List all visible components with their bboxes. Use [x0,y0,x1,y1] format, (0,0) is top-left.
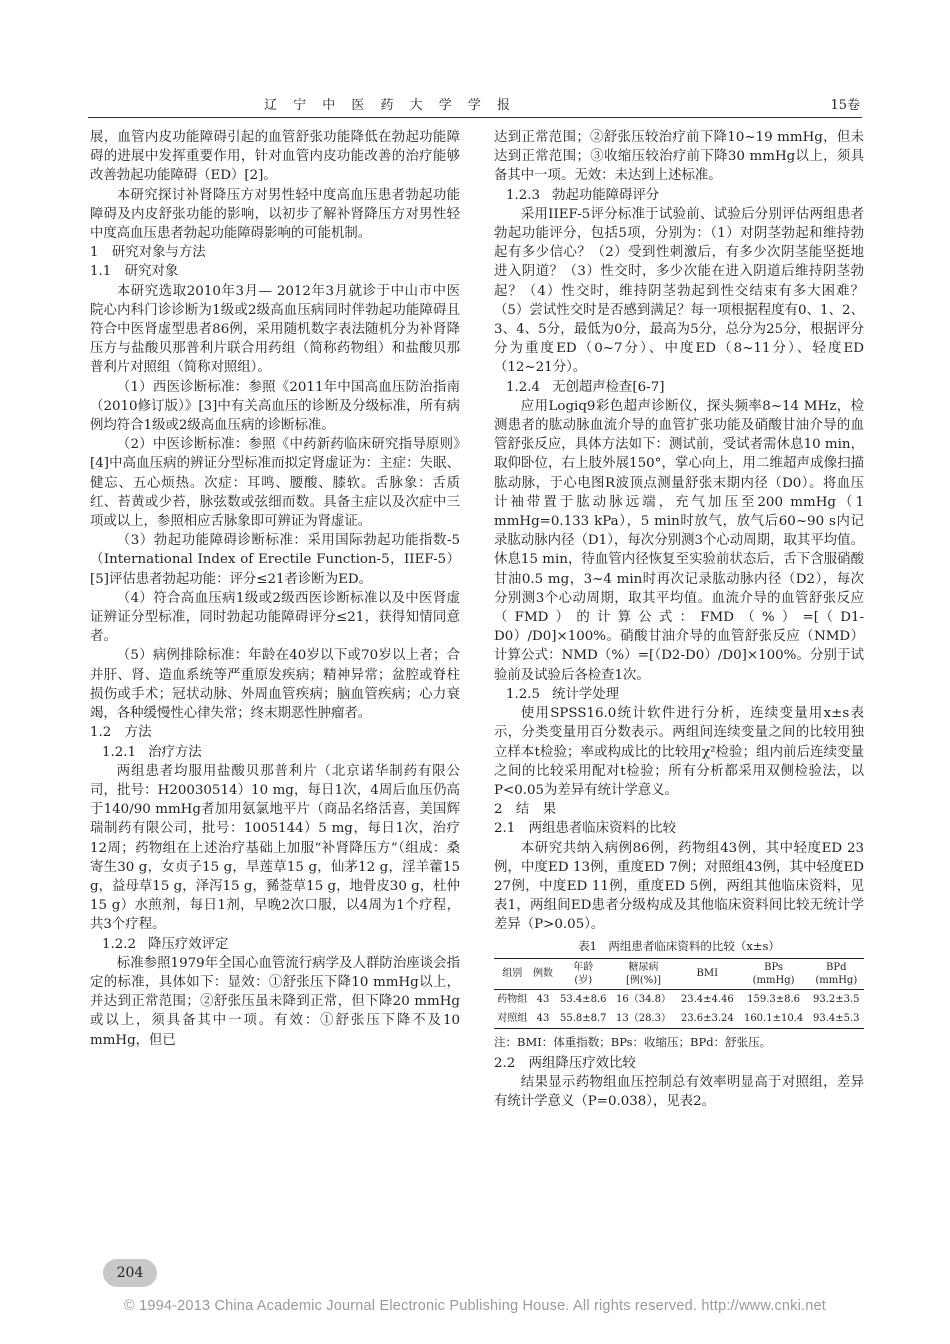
text: 1.2.1 [102,744,137,760]
body-paragraph [494,704,864,800]
heading-title: 无创超声检查[6-7] [552,379,665,395]
body-paragraph [494,397,864,685]
body-paragraph [494,1073,864,1111]
body-paragraph [90,378,460,436]
text: 展，血管内皮功能障碍引起的血管舒张功能降低在勃起功能障碍的进展中发挥重要作用，针对血管内皮功能改善的治疗能够改善勃起功能障碍（ED）[2]。 [90,130,460,184]
text: 1.2 方法 [90,725,152,741]
table-cell: 93.4±5.3 [809,1009,864,1029]
page-number: 204 [103,1259,157,1287]
text: 两组患者均服用盐酸贝那普利片（北京诺华制药有限公司，批号：H20030514）10 mg，每日1次，4周后血压仍高于140/90 mmHg者加用氨氯地平片（商品名络活喜，美国辉瑞制药有限公司，批号：1005144）5 mg，每日1次，治疗12周；药物组在上述治疗基础上加服“补肾降压方”（组成：桑寄生30 g，女贞子15 g，旱莲草15 g，仙茅12 g，淫羊藿15 g，益母草15 g，泽泻15 g，豨莶草15 g，地骨皮30 g，杜仲15 g）水煎剂，每日1剂，早晚2次口服，以4周为1个疗程，共3个疗程。 [90,763,460,933]
body-paragraph [90,589,460,647]
table-cell: 药物组 [497,993,528,1005]
text: 2.1 两组患者临床资料的比较 [494,821,676,837]
body-paragraph [90,531,460,589]
body-paragraph [90,186,460,244]
body-paragraph [90,435,460,531]
text: 应用Logiq9彩色超声诊断仪，探头频率8~14 MHz，检测患者的肱动脉血流介导的血管扩张功能及硝酸甘油介导的血管舒张反应，具体方法如下：测试前，受试者需休息10 min，取仰卧位，右上肢外展150°，掌心向上，用二维超声成像扫描肱动脉，于心电图R波顶点测量舒张末期内径（D0）。将血压计袖带置于肱动脉远端，充气加压至200 mmHg（1 mmHg=0.133 kPa），5 min时放气，放气后60~90 s内记录肱动脉内径（D1），每次分别测3个心动周期，取其平均值。休息15 min，待血管内径恢复至实验前状态后，舌下含服硝酸甘油0.5 mg，3~4 min时再次记录肱动脉内径（D2），每次分别测3个心动周期，取其平均值。血流介导的血管舒张反应（FMD）的计算公式：FMD（%）=[（D1-D0）/D0]×100%。硝酸甘油介导的血管舒张反应（NMD）计算公式：NMD（%）=[（D2-D0）/D0]×100%。分别于试验前及试验后各检查1次。 [494,398,864,683]
heading-title: 降压疗效评定 [148,936,229,952]
heading-title: 治疗方法 [148,744,202,760]
text: （4）符合高血压病1级或2级西医诊断标准以及中医肾虚证辨证分型标准，同时勃起功能障碍评分≤21，获得知情同意者。 [90,590,460,645]
table-header-cell: 糖尿病 [例(%)] [611,958,676,989]
body-paragraph [90,954,460,1050]
journal-title: 辽 宁 中 医 药 大 学 学 报 [263,98,517,113]
subsection-heading [494,819,864,838]
table-row [494,1009,864,1029]
body-paragraph [90,282,460,378]
body-paragraph [90,128,460,186]
text: （1）西医诊断标准：参照《2011年中国高血压防治指南（2010修订版）》[3]中有关高血压的诊断及分级标准，所有病例均符合1级或2级高血压病的诊断标准。 [90,379,460,434]
body-paragraph [90,762,460,935]
text: 1 研究对象与方法 [90,245,206,261]
text: 本研究共纳入病例86例，药物组43例，其中轻度ED 23例，中度ED 13例，重度ED 7例；对照组43例，其中轻度ED 27例，中度ED 11例，重度ED 5例，两组其他临床资料，见表1，两组间ED患者分级构成及其他临床资料间比较无统计学差异（P>0.05）。 [494,840,864,933]
body-paragraph [494,839,864,935]
subsubsection-heading [494,378,864,397]
right-column [494,128,864,1112]
text: （3）勃起功能障碍诊断标准：采用国际勃起功能指数-5（International Index of Erectile Function-5，IIEF-5）[5]评估患者勃起功能：评分≤21者诊断为ED。 [90,533,460,587]
volume-label: 15卷 [830,98,860,113]
table-header-cell: BMI [676,958,739,989]
subsection-heading [90,723,460,742]
text: 2.2 两组降压疗效比较 [494,1055,636,1071]
text: 本研究探讨补肾降压方对男性轻中度高血压患者勃起功能障碍及内皮舒张功能的影响，以初步了解补肾降压方对男性轻中度高血压患者勃起功能障碍影响的可能机制。 [90,187,460,242]
text: 1.2.2 [102,936,137,952]
table-header-cell: BPs (mmHg) [739,958,809,989]
table-row [494,989,864,1009]
text: 本研究选取2010年3月— 2012年3月就诊于中山市中医院心内科门诊诊断为1级或2级高血压病同时伴勃起功能障碍且符合中医肾虚型患者86例，采用随机数字表法随机分为补肾降压方与盐酸贝那普利片联合用药组（简称药物组）和盐酸贝那普利片对照组（简称对照组）。 [90,283,460,376]
table-cell: 93.2±3.5 [812,993,860,1005]
table-header-cell: 组别 [494,958,531,989]
table-cell: 对照组 [494,1009,531,1029]
table-cell: 159.3±8.6 [747,993,801,1005]
body-paragraph [494,128,864,186]
subsection-heading [494,1054,864,1073]
table-1 [494,937,864,1052]
text: 达到正常范围；②舒张压较治疗前下降10~19 mmHg，但未达到正常范围；③收缩压较治疗前下降30 mmHg以上，须具备其中一项。无效：未达到上述标准。 [494,130,864,184]
table-cell: 16（34.8） [615,993,671,1005]
table-cell: 43 [536,993,550,1005]
section-heading [90,243,460,262]
body-paragraph [494,205,864,378]
table-cell: 23.4±4.46 [680,993,734,1005]
table-cell: 160.1±10.4 [739,1009,809,1029]
table-cell: 13（28.3） [611,1009,676,1029]
text: 标准参照1979年全国心血管流行病学及人群防治座谈会指定的标准，具体如下：显效：①舒张压下降10 mmHg以上，并达到正常范围；②舒张压虽未降到正常，但下降20 mmHg或以上，须具备其中一项。有效：①舒张压下降不及10 mmHg，但已 [90,955,460,1048]
text: 1.2.5 [506,686,541,702]
text: 1.1 研究对象 [90,264,179,280]
copyright-footer: © 1994-2013 China Academic Journal Electronic Publishing House. All rights reserved. http://www.cnki.net [123,1298,827,1314]
subsubsection-heading [90,743,460,762]
table-cell: 43 [531,1009,556,1029]
text: 结果显示药物组血压控制总有效率明显高于对照组，差异有统计学意义（P=0.038），见表2。 [494,1075,864,1110]
header-rule [88,117,862,118]
table-cell: 55.8±8.7 [556,1009,611,1029]
heading-title: 勃起功能障碍评分 [552,187,660,203]
table-header-cell: BPd (mmHg) [809,958,864,989]
table-cell: 23.6±3.24 [676,1009,739,1029]
text: 使用SPSS16.0统计软件进行分析，连续变量用x±s表示，分类变量用百分数表示。两组间连续变量之间的比较用独立样本t检验；率或构成比的比较用χ²检验；组内前后连续变量之间的比较采用配对t检验；所有分析都采用双侧检验法，以P<0.05为差异有统计学意义。 [494,706,864,798]
body-paragraph [90,646,460,723]
subsubsection-heading [90,935,460,954]
subsection-heading [90,262,460,281]
running-header [90,92,860,112]
heading-title: 统计学处理 [552,686,620,702]
text: （5）病例排除标准：年龄在40岁以下或70岁以上者；合并肝、肾、造血系统等严重原发疾病；精神异常；盆腔或脊柱损伤或手术；冠状动脉、外周血管疾病；脑血管疾病；心力衰竭，各种缓慢性心律失常；终末期恶性肿瘤者。 [90,648,460,722]
subsubsection-heading [494,186,864,205]
table-note: 注：BMI：体重指数；BPs：收缩压；BPd：舒张压。 [494,1034,772,1049]
subsubsection-heading [494,685,864,704]
text: 采用IIEF-5评分标准于试验前、试验后分别评估两组患者勃起功能评分，包括5项，分别为：（1）对阴茎勃起和维持勃起有多少信心？（2）受到性刺激后，有多少次阴茎能坚挺地进入阴道？（3）性交时，多少次能在进入阴道后维持阴茎勃起？（4）性交时，维持阴茎勃起到性交结束有多大困难？（5）尝试性交时是否感到满足？每一项根据程度有0、1、2、3、4、5分，最低为0分，最高为5分，总分为25分，根据评分分为重度ED（0~7分）、中度ED（8~11分）、轻度ED（12~21分）。 [494,206,864,376]
table-title: 表1 两组患者临床资料的比较（x±s） [578,938,780,953]
table-cell: 53.4±8.6 [560,993,607,1005]
text: （2）中医诊断标准：参照《中药新药临床研究指导原则》[4]中高血压病的辨证分型标准而拟定肾虚证为：主症：失眠、健忘、五心烦热。次症：耳鸣、腰酸、膝软。舌脉象：舌质红、苔黄或少苔，脉弦数或弦细而数。具备主症以及次症中三项或以上，参照相应舌脉象即可辨证为肾虚证。 [90,437,460,530]
text: 2 结 果 [494,802,557,818]
table-header-cell: 例数 [531,958,556,989]
clinical-data-table [494,958,864,1029]
text: 1.2.3 [506,187,541,203]
section-heading [494,800,864,819]
table-header-cell: 年龄 (岁) [556,958,611,989]
left-column [90,128,460,1050]
text: 1.2.4 [506,379,541,395]
